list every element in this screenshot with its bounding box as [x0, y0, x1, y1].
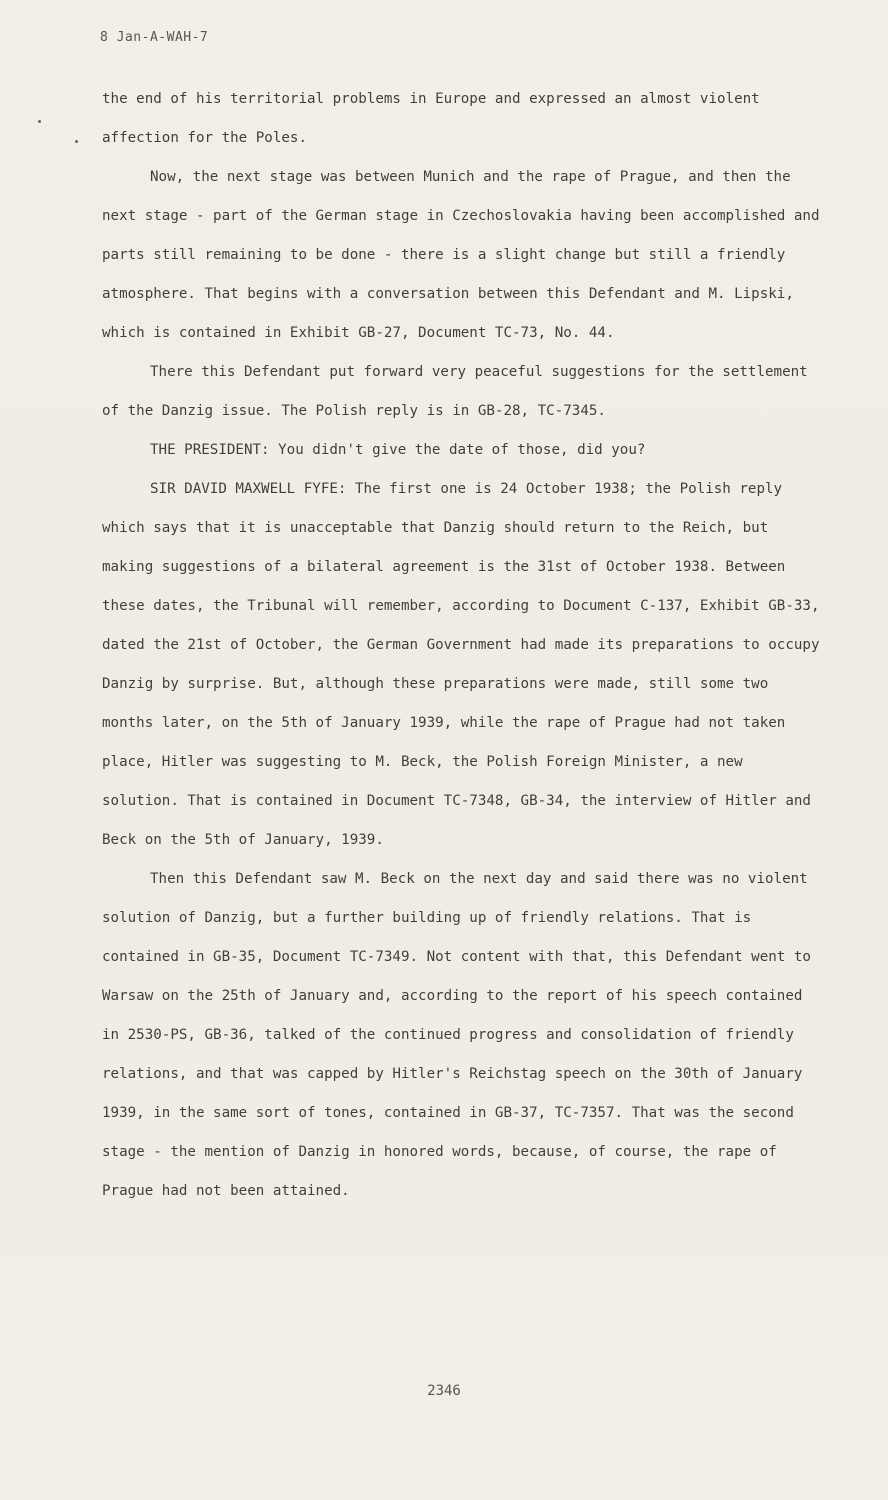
paragraph-2: Now, the next stage was between Munich and the rape of Prague, and then the next stage - part of the German stage in Czechoslovakia having been accomplished and parts still remaining to be done - there is a slight change but still a friendly atmosphere. That begins with a conversation between this Defendant and M. Lipski, which is contained in Exhibit GB-27, Document TC-73, No. 44. — [102, 169, 820, 341]
paragraph-4: THE PRESIDENT: You didn't give the date of those, did you? — [150, 442, 646, 458]
paragraph-1: the end of his territorial problems in Europe and expressed an almost violent affection for the Poles. — [102, 91, 760, 146]
page-header: 8 Jan-A-WAH-7 — [100, 30, 209, 45]
ink-speck-mark — [38, 120, 41, 123]
ink-speck-mark — [75, 140, 78, 143]
page-number: 2346 — [427, 1383, 461, 1399]
paragraph-6: Then this Defendant saw M. Beck on the next day and said there was no violent solution of Danzig, but a further building up of friendly relations. That is contained in GB-35, Document TC-7349. Not content with that, this Defendant went to Warsaw on the 25th of January and, according to the report of his speech contained in 2530-PS, GB-36, talked of the continued progress and consolidation of friendly relations, and that was capped by Hitler's Reichstag speech on the 30th of January 1939, in the same sort of tones, contained in GB-37, TC-7357. That was the second stage - the mention of Danzig in honored words, because, of course, the rape of Prague had not been attained. — [102, 871, 811, 1199]
body-text — [102, 80, 828, 1211]
paragraph-3: There this Defendant put forward very peaceful suggestions for the settlement of the Danzig issue. The Polish reply is in GB-28, TC-7345. — [102, 364, 808, 419]
paragraph-5: SIR DAVID MAXWELL FYFE: The first one is 24 October 1938; the Polish reply which says that it is unacceptable that Danzig should return to the Reich, but making suggestions of a bilateral agreement is the 31st of October 1938. Between these dates, the Tribunal will remember, according to Document C-137, Exhibit GB-33, dated the 21st of October, the German Government had made its preparations to occupy Danzig by surprise. But, although these preparations were made, still some two months later, on the 5th of January 1939, while the rape of Prague had not taken place, Hitler was suggesting to M. Beck, the Polish Foreign Minister, a new solution. That is contained in Document TC-7348, GB-34, the interview of Hitler and Beck on the 5th of January, 1939. — [102, 481, 820, 848]
